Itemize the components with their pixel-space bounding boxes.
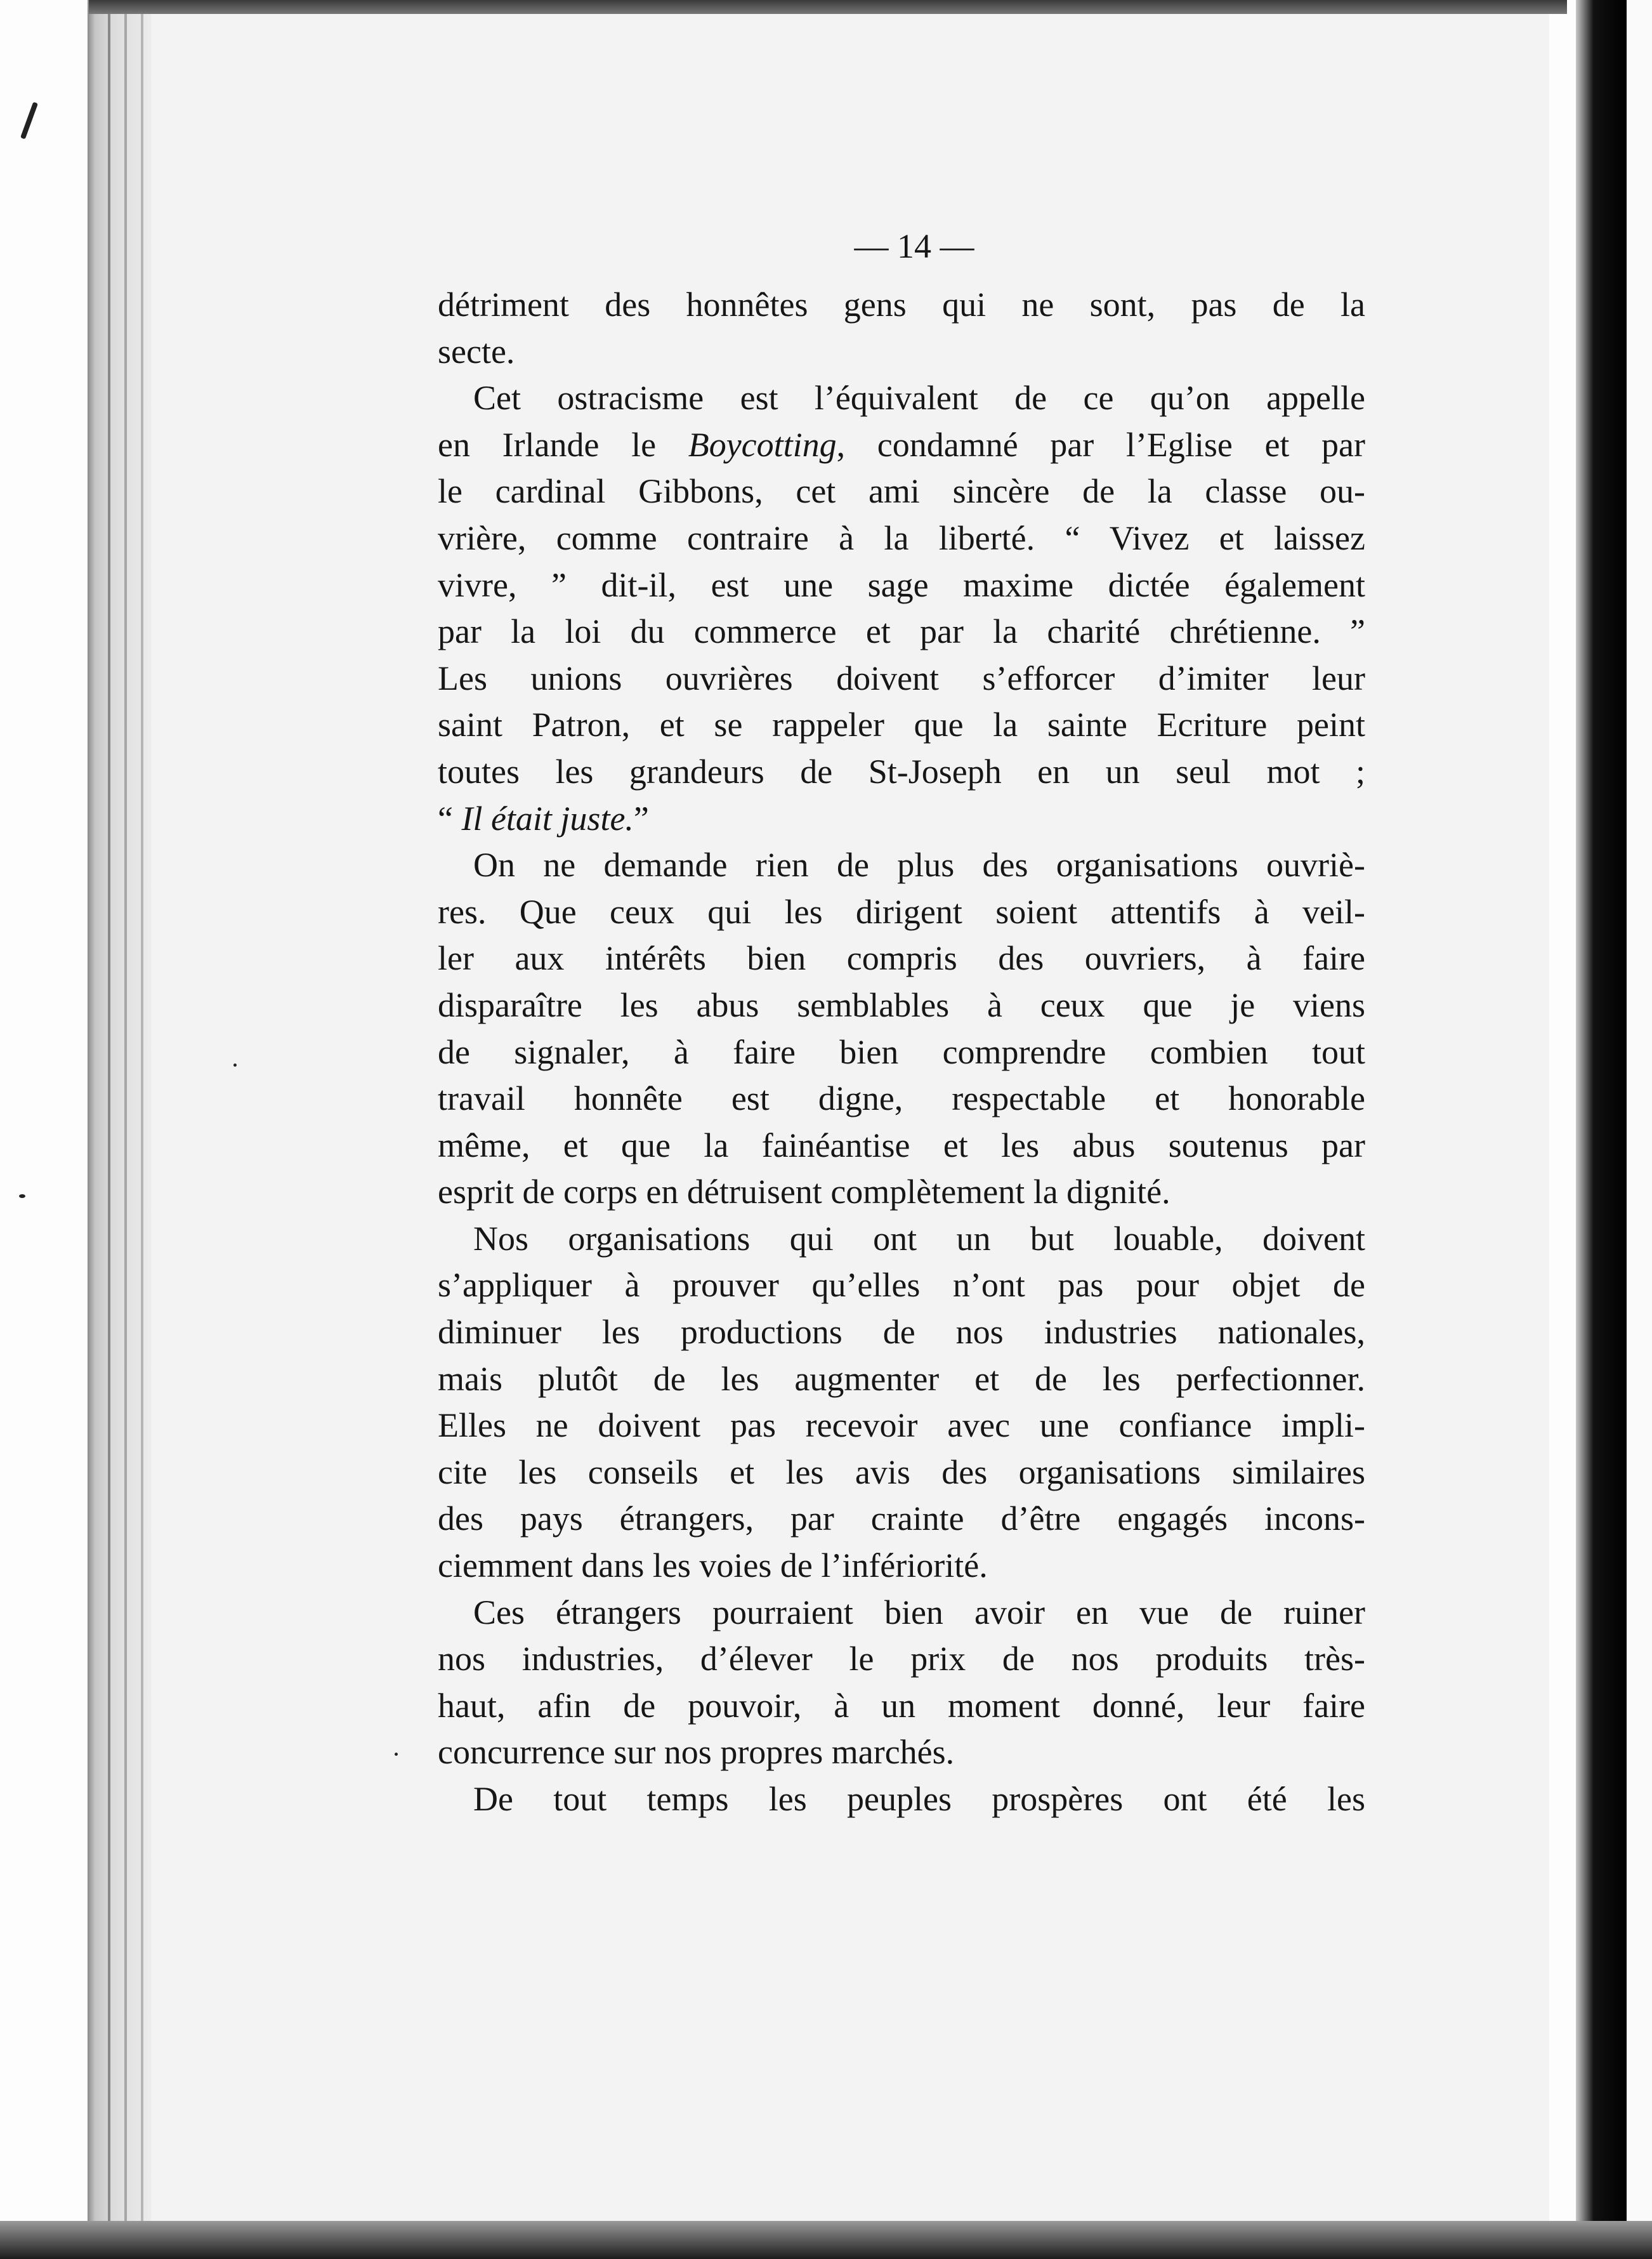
text-line: haut, afin de pouvoir, à un moment donné, leur faire [438, 1686, 1365, 1725]
text-line: diminuer les productions de nos industries nationales, [438, 1313, 1365, 1352]
text-line: même, et que la fainéantise et les abus soutenus par [438, 1126, 1365, 1164]
scan-right-border [1576, 0, 1627, 2234]
text-line: s’appliquer à prouver qu’elles n’ont pas pour objet de [438, 1266, 1365, 1305]
paragraph [438, 1776, 1365, 1823]
text-line: cite les conseils et les avis des organisations similaires [438, 1452, 1365, 1491]
text-line: Les unions ouvrières doivent s’efforcer d’imiter leur [438, 659, 1365, 697]
text-line: On ne demande rien de plus des organisations ouvriè- [473, 846, 1365, 885]
quote-mark: ” [633, 799, 649, 838]
text-line: concurrence sur nos propres marchés. [438, 1733, 955, 1772]
text-line: vrière, comme contraire à la liberté. “ Vivez et laissez [438, 518, 1365, 557]
binding-line [124, 0, 127, 2234]
text-line: saint Patron, et se rappeler que la sainte Ecriture peint [438, 706, 1365, 744]
text-line: par la loi du commerce et par la charité chrétienne. ” [438, 612, 1365, 651]
text-line: res. Que ceux qui les dirigent soient attentifs à veil- [438, 892, 1365, 931]
text-line: ler aux intérêts bien compris des ouvriers, à faire [438, 939, 1365, 978]
text-line: travail honnête est digne, respectable et honorable [438, 1079, 1365, 1118]
paragraph [438, 1216, 1365, 1590]
text-line: disparaître les abus semblables à ceux que je viens [438, 985, 1365, 1024]
paragraph [438, 375, 1365, 842]
margin-mark [20, 102, 38, 139]
text-line: de signaler, à faire bien comprendre combien tout [438, 1032, 1365, 1071]
text-line: vivre, ” dit-il, est une sage maxime dictée également [438, 565, 1365, 604]
paragraph [438, 842, 1365, 1216]
text-line: Ces étrangers pourraient bien avoir en vue de ruiner [473, 1593, 1365, 1631]
text-line: le cardinal Gibbons, cet ami sincère de la classe ou- [438, 472, 1365, 511]
paragraph [438, 1590, 1365, 1776]
text-line: Nos organisations qui ont un but louable, doivent [473, 1219, 1365, 1258]
text-line: des pays étrangers, par crainte d’être engagés incons- [438, 1499, 1365, 1538]
scan-bottom-border [0, 2221, 1652, 2259]
italic-quote: Il était juste. [461, 799, 634, 838]
page-speck [233, 1064, 237, 1067]
scan-right-margin [1627, 0, 1652, 2234]
binding-line [108, 0, 110, 2234]
text-line: De tout temps les peuples prospères ont été les [473, 1780, 1365, 1818]
paragraph [438, 282, 1365, 375]
text-line: Cet ostracisme est l’équivalent de ce qu’on appelle [473, 379, 1365, 418]
text-line [438, 796, 1365, 843]
text-line: détriment des honnêtes gens qui ne sont, pas de la [438, 286, 1365, 324]
quote-mark: “ [438, 799, 453, 838]
text-line [438, 422, 1365, 469]
text-line: secte. [438, 332, 515, 371]
page-number: — 14 — [854, 227, 974, 265]
text-line: toutes les grandeurs de St-Joseph en un seul mot ; [438, 752, 1365, 791]
text-line: mais plutôt de les augmenter et de les perfectionner. [438, 1359, 1365, 1398]
text-segment: en Irlande le [438, 425, 657, 464]
scan-top-border [89, 0, 1567, 14]
margin-mark [19, 1194, 25, 1198]
text-line: esprit de corps en détruisent complètement la dignité. [438, 1173, 1170, 1211]
text-line: nos industries, d’élever le prix de nos produits très- [438, 1640, 1365, 1678]
body-text [438, 223, 1365, 1823]
italic-term: Boycotting [688, 425, 837, 464]
page-speck [395, 1753, 398, 1756]
text-segment: , condamné par l’Eglise et par [836, 425, 1365, 464]
text-line: Elles ne doivent pas recevoir avec une confiance impli- [438, 1406, 1365, 1445]
binding-line [141, 0, 143, 2234]
text-line: ciemment dans les voies de l’infériorité. [438, 1546, 988, 1585]
